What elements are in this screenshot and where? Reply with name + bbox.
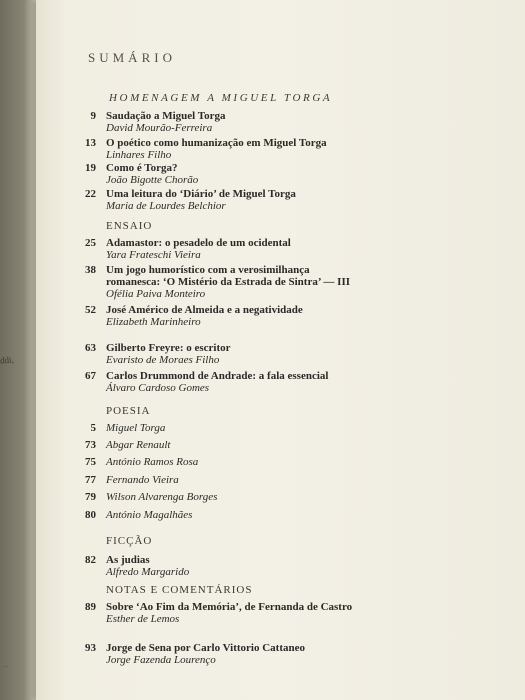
page-number: 22	[85, 188, 96, 200]
entry-author: Abgar Renault	[106, 439, 171, 451]
toc-entry	[36, 342, 525, 368]
entry-title: O poético como humanização em Miguel Torga	[106, 137, 327, 149]
toc-entry	[36, 264, 525, 304]
page-number: 80	[85, 509, 96, 521]
page-number: 19	[85, 162, 96, 174]
page-number: 89	[85, 601, 96, 613]
toc-entry	[36, 137, 525, 163]
toc-entry	[36, 370, 525, 396]
page-number: 79	[85, 491, 96, 503]
section-heading-ensaio: ENSAIO	[106, 220, 153, 232]
toc-entry	[36, 439, 525, 453]
entry-author: Miguel Torga	[106, 422, 166, 434]
page-number: 63	[85, 342, 96, 354]
page-number: 82	[85, 554, 96, 566]
page-number: 13	[85, 137, 96, 149]
toc-entry	[36, 237, 525, 263]
entry-author: Jorge Fazenda Lourenço	[106, 654, 216, 666]
section-heading-homenagem: HOMENAGEM A MIGUEL TORGA	[109, 92, 333, 104]
entry-title: Uma leitura do ‘Diário’ de Miguel Torga	[106, 188, 296, 200]
toc-entry	[36, 642, 525, 668]
entry-title: Como é Torga?	[106, 162, 178, 174]
entry-author: Wilson Alvarenga Borges	[106, 491, 218, 503]
book-page	[36, 0, 525, 700]
entry-title: Carlos Drummond de Andrade: a fala essencial	[106, 370, 329, 382]
margin-fragment: ddi,	[0, 354, 15, 366]
entry-title: José Américo de Almeida e a negatividade	[106, 304, 303, 316]
entry-title: As judias	[106, 554, 150, 566]
page-number: 52	[85, 304, 96, 316]
toc-entry	[36, 474, 525, 488]
page-number: 67	[85, 370, 96, 382]
section-heading-notas: NOTAS E COMENTÁRIOS	[106, 584, 253, 596]
section-heading-poesia: POESIA	[106, 405, 151, 417]
toc-entry	[36, 491, 525, 505]
margin-fragment: ...	[1, 659, 9, 670]
page-number: 75	[85, 456, 96, 468]
entry-author: Esther de Lemos	[106, 613, 180, 625]
entry-title: Sobre ‘Ao Fim da Memória’, de Fernanda de Castro	[106, 601, 353, 613]
entry-author: Álvaro Cardoso Gomes	[106, 382, 210, 394]
entry-author: Maria de Lourdes Belchior	[106, 200, 226, 212]
entry-author: António Magalhães	[106, 509, 193, 521]
page-number: 9	[90, 110, 96, 122]
entry-title: Um jogo humorístico com a verosimilhança	[106, 264, 310, 276]
entry-title-continued: romanesca: ‘O Mistério da Estrada de Sintra’ — III	[106, 276, 351, 288]
page-number: 77	[85, 474, 96, 486]
entry-author: Ofélia Paiva Monteiro	[106, 288, 206, 300]
entry-author: Linhares Filho	[106, 149, 172, 161]
entry-author: João Bigotte Chorão	[106, 174, 199, 186]
entry-title: Jorge de Sena por Carlo Vittorio Cattaneo	[106, 642, 305, 654]
toc-entry	[36, 422, 525, 436]
page-number: 73	[85, 439, 96, 451]
entry-author: Alfredo Margarido	[106, 566, 190, 578]
entry-author: David Mourão-Ferreira	[106, 122, 213, 134]
entry-author: Evaristo de Moraes Filho	[106, 354, 220, 366]
page-number: 93	[85, 642, 96, 654]
toc-entry	[36, 456, 525, 470]
entry-author: Yara Frateschi Vieira	[106, 249, 201, 261]
entry-title: Adamastor: o pesadelo de um ocidental	[106, 237, 291, 249]
entry-title: Gilberto Freyre: o escritor	[106, 342, 231, 354]
page-number: 38	[85, 264, 96, 276]
toc-entry	[36, 554, 525, 580]
toc-entry	[36, 110, 525, 136]
toc-entry	[36, 188, 525, 214]
page-number: 25	[85, 237, 96, 249]
section-heading-ficcao: FICÇÃO	[106, 535, 153, 547]
entry-author: António Ramos Rosa	[106, 456, 199, 468]
toc-entry	[36, 601, 525, 627]
entry-title: Saudação a Miguel Torga	[106, 110, 226, 122]
page-title: SUMÁRIO	[88, 50, 176, 65]
page-number: 5	[90, 422, 96, 434]
entry-author: Elizabeth Marinheiro	[106, 316, 201, 328]
toc-entry	[36, 304, 525, 330]
entry-author: Fernando Vieira	[106, 474, 179, 486]
toc-entry	[36, 162, 525, 188]
toc-entry	[36, 509, 525, 523]
